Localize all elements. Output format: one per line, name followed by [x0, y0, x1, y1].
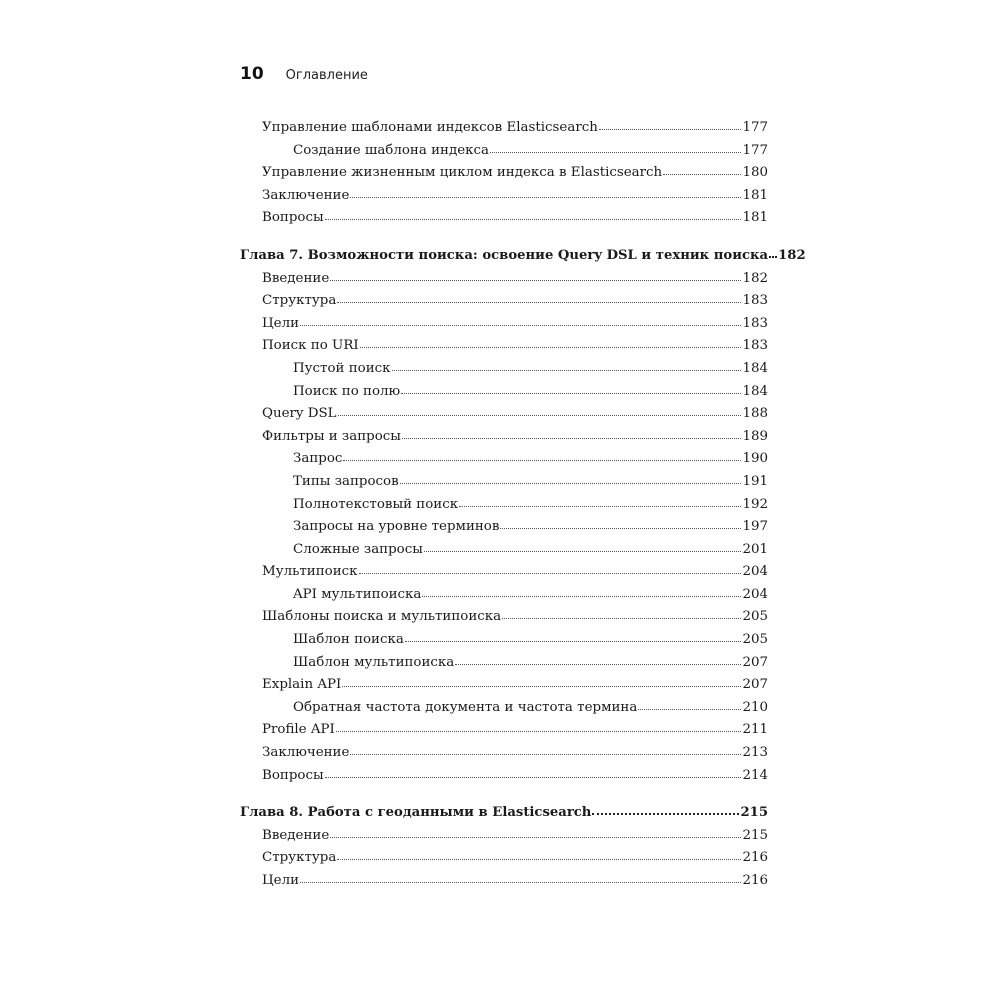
- toc-entry-title: Profile API: [262, 722, 335, 738]
- toc-entry: [240, 542, 768, 565]
- toc-entry-page: 213: [742, 745, 768, 761]
- dot-leader: [392, 370, 742, 371]
- dot-leader: [300, 325, 741, 326]
- toc-entry: [240, 722, 768, 745]
- toc-entry-title: Создание шаблона индекса: [293, 142, 489, 158]
- toc-entry-title: Обратная частота документа и частота термина: [293, 699, 638, 715]
- toc-entry-page: 207: [742, 654, 768, 670]
- toc-entry: [240, 165, 768, 188]
- toc-entry: [240, 519, 768, 542]
- toc-entry-page: 207: [742, 677, 768, 693]
- dot-leader: [401, 393, 741, 394]
- toc-entry-title: Вопросы: [262, 210, 324, 226]
- toc-entry: [240, 451, 768, 474]
- dot-leader: [359, 573, 742, 574]
- toc-entry-title: Введение: [262, 270, 330, 286]
- dot-leader: [300, 882, 741, 883]
- toc-entry-title: Типы запросов: [293, 473, 399, 489]
- toc-entry: [240, 293, 768, 316]
- toc-entry: [240, 143, 768, 166]
- dot-leader: [342, 686, 741, 687]
- toc-entry: [240, 700, 768, 723]
- toc-entry-title: Запрос: [293, 451, 343, 467]
- toc-entry-page: 215: [740, 805, 768, 821]
- dot-leader: [330, 837, 741, 838]
- dot-leader: [338, 415, 742, 416]
- toc-entry-page: 197: [742, 519, 768, 535]
- dot-leader: [337, 302, 741, 303]
- toc-entry: [240, 429, 768, 452]
- toc-entry-page: 210: [742, 699, 768, 715]
- toc-entry-page: 201: [742, 541, 768, 557]
- dot-leader: [663, 174, 741, 175]
- toc-entry: [240, 474, 768, 497]
- toc-entry-title: Полнотекстовый поиск: [293, 496, 459, 512]
- dot-leader: [336, 731, 742, 732]
- toc-entry: [240, 338, 768, 361]
- toc-entry: [240, 497, 768, 520]
- toc-entry-title: Фильтры и запросы: [262, 428, 401, 444]
- toc-entry-page: 191: [742, 473, 768, 489]
- dot-leader: [599, 129, 742, 130]
- toc-entry-title: Вопросы: [262, 767, 324, 783]
- toc-entry-page: 214: [742, 767, 768, 783]
- toc-entry: [240, 632, 768, 655]
- toc-chapter-entry: [240, 805, 768, 828]
- toc-entry-title: Цели: [262, 873, 300, 888]
- dot-leader: [502, 618, 741, 619]
- dot-leader: [500, 528, 741, 529]
- page-number: 10: [240, 64, 264, 84]
- dot-leader: [350, 197, 741, 198]
- toc-entry-title: Шаблоны поиска и мультипоиска: [262, 609, 502, 625]
- toc-entry-title: Query DSL: [262, 406, 337, 422]
- toc-entry: [240, 564, 768, 587]
- toc-entry-title: Мультипоиск: [262, 564, 358, 580]
- toc-entry-page: 177: [742, 142, 768, 158]
- toc-entry-page: 205: [742, 632, 768, 648]
- toc-entry-title: Глава 8. Работа с геоданными в Elasticsearch: [240, 805, 592, 821]
- toc-entry: [240, 210, 768, 233]
- toc-entry: [240, 768, 768, 791]
- toc-entry-page: 184: [742, 383, 768, 399]
- toc-entry: [240, 188, 768, 211]
- toc-entry-title: Шаблон поиска: [293, 632, 404, 648]
- dot-leader: [638, 709, 741, 710]
- toc-entry-page: 189: [742, 428, 768, 444]
- toc-entry: [240, 120, 768, 143]
- toc-entry-page: 181: [742, 187, 768, 203]
- toc-entry-title: Структура: [262, 850, 337, 866]
- dot-leader: [455, 664, 741, 665]
- toc-entry-title: Запросы на уровне терминов: [293, 519, 500, 535]
- toc-entry-title: Управление жизненным циклом индекса в Elasticsearch: [262, 165, 663, 181]
- dot-leader: [769, 256, 777, 258]
- toc-entry-title: Поиск по полю: [293, 383, 401, 399]
- toc-entry: [240, 316, 768, 339]
- toc-entry: [240, 828, 768, 851]
- dot-leader: [459, 506, 741, 507]
- toc-entry-page: 180: [742, 165, 768, 181]
- toc-entry-page: 183: [742, 293, 768, 309]
- dot-leader: [325, 777, 742, 778]
- dot-leader: [592, 813, 739, 815]
- toc-entry-title: Explain API: [262, 677, 342, 693]
- dot-leader: [337, 859, 741, 860]
- table-of-contents: [240, 120, 806, 896]
- running-head: [240, 64, 368, 86]
- toc-entry: [240, 873, 768, 896]
- toc-entry-title: Введение: [262, 827, 330, 843]
- toc-entry-page: 188: [742, 406, 768, 422]
- toc-entry: [240, 655, 768, 678]
- toc-entry: [240, 271, 768, 294]
- dot-leader: [343, 460, 741, 461]
- toc-entry-page: 211: [742, 722, 768, 738]
- toc-entry-title: Поиск по URI: [262, 338, 359, 354]
- toc-entry-page: 215: [742, 827, 768, 843]
- dot-leader: [360, 347, 742, 348]
- toc-entry-page: 216: [742, 850, 768, 866]
- toc-entry-page: 184: [742, 360, 768, 376]
- toc-entry-title: Управление шаблонами индексов Elasticsearch: [262, 120, 598, 135]
- toc-entry-page: 177: [742, 120, 768, 135]
- toc-entry: [240, 384, 768, 407]
- toc-entry-page: 204: [742, 586, 768, 602]
- toc-entry-title: Сложные запросы: [293, 541, 423, 557]
- toc-entry: [240, 745, 768, 768]
- toc-entry-page: 181: [742, 210, 768, 226]
- toc-entry: [240, 361, 768, 384]
- toc-entry: [240, 850, 768, 873]
- toc-entry: [240, 677, 768, 700]
- toc-entry-title: Заключение: [262, 745, 350, 761]
- dot-leader: [400, 483, 742, 484]
- toc-entry-page: 216: [742, 873, 768, 888]
- toc-entry-page: 204: [742, 564, 768, 580]
- toc-entry-title: Шаблон мультипоиска: [293, 654, 455, 670]
- toc-entry-title: Пустой поиск: [293, 360, 391, 376]
- dot-leader: [325, 219, 742, 220]
- toc-entry-title: Заключение: [262, 187, 350, 203]
- toc-entry-page: 183: [742, 315, 768, 331]
- toc-entry-page: 182: [778, 247, 806, 263]
- dot-leader: [350, 754, 741, 755]
- toc-chapter-entry: [240, 247, 806, 271]
- toc-entry-title: Глава 7. Возможности поиска: освоение Query DSL и техник поиска: [240, 247, 769, 263]
- section-title: Оглавление: [285, 68, 368, 83]
- toc-entry-title: Структура: [262, 293, 337, 309]
- dot-leader: [402, 438, 742, 439]
- toc-entry-page: 190: [742, 451, 768, 467]
- dot-leader: [490, 152, 741, 153]
- dot-leader: [424, 551, 742, 552]
- toc-entry-title: API мультипоиска: [293, 586, 422, 602]
- toc-entry-page: 205: [742, 609, 768, 625]
- dot-leader: [422, 596, 741, 597]
- toc-entry-page: 183: [742, 338, 768, 354]
- toc-entry-page: 182: [742, 270, 768, 286]
- toc-entry: [240, 587, 768, 610]
- dot-leader: [330, 280, 741, 281]
- toc-entry-title: Цели: [262, 315, 300, 331]
- toc-entry-page: 192: [742, 496, 768, 512]
- toc-entry: [240, 406, 768, 429]
- dot-leader: [405, 641, 742, 642]
- toc-entry: [240, 609, 768, 632]
